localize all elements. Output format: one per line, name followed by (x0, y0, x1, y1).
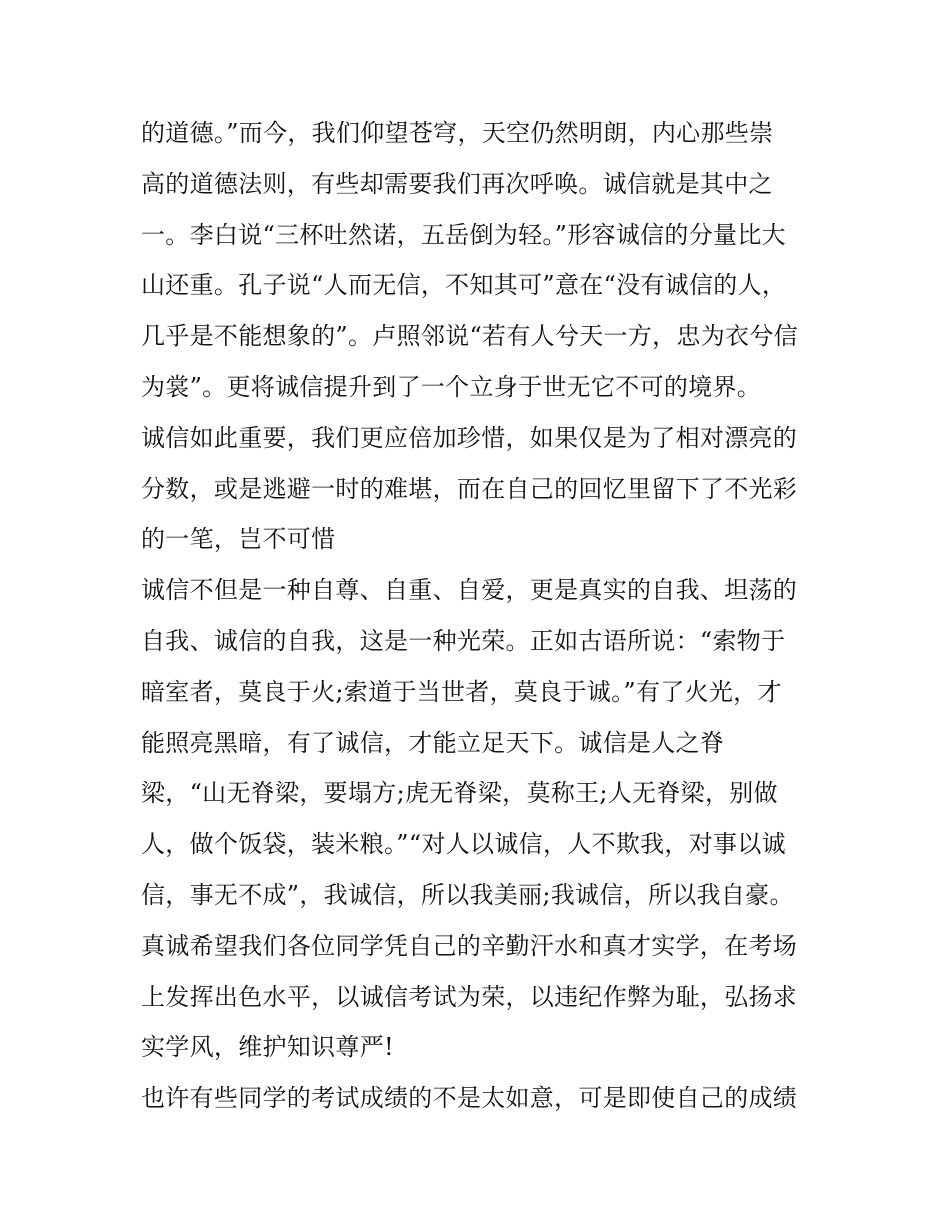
body-text (141, 108, 821, 1124)
text-line: 几乎是不能想象的”。卢照邻说“若有人兮天一方，忠为衣兮信 (141, 322, 798, 351)
text-line: 信，事无不成”，我诚信，所以我美丽;我诚信，所以我自豪。 (141, 880, 794, 909)
text-line: 诚信不但是一种自尊、自重、自爱，更是真实的自我、坦荡的 (141, 576, 798, 605)
text-line: 暗室者，莫良于火;索道于当世者，莫良于诚。”有了火光，才 (141, 677, 782, 706)
text-line: 的道德。”而今，我们仰望苍穹，天空仍然明朗，内心那些崇 (141, 119, 774, 147)
text-line: 山还重。孔子说“人而无信，不知其可”意在“没有诚信的人， (141, 271, 787, 300)
text-line: 高的道德法则，有些却需要我们再次呼唤。诚信就是其中之 (141, 169, 773, 198)
text-line: 上发挥出色水平，以诚信考试为荣，以违纪作弊为耻，弘扬求 (141, 982, 798, 1011)
text-line: 也许有些同学的考试成绩的不是太如意，可是即使自己的成绩 (141, 1084, 798, 1113)
text-line: 的一笔，岂不可惜 (141, 525, 336, 554)
text-line: 梁，“山无脊梁，要塌方;虎无脊梁，莫称王;人无脊梁，别做 (141, 779, 778, 808)
text-line: 真诚希望我们各位同学凭自己的辛勤汗水和真才实学，在考场 (141, 931, 798, 960)
text-line: 一。李白说“三杯吐然诺，五岳倒为轻。”形容诚信的分量比大 (141, 220, 786, 249)
text-line: 人，做个饭袋，装米粮。”“对人以诚信，人不欺我，对事以诚 (141, 830, 786, 859)
text-line: 自我、诚信的自我，这是一种光荣。正如古语所说：“索物于 (141, 626, 786, 655)
text-line: 实学风，维护知识尊严! (141, 1033, 394, 1062)
text-line: 能照亮黑暗，有了诚信，才能立足天下。诚信是人之脊 (141, 728, 725, 757)
text-line: 分数，或是逃避一时的难堪，而在自己的回忆里留下了不光彩 (141, 474, 798, 503)
text-line: 诚信如此重要，我们更应倍加珍惜，如果仅是为了相对漂亮的 (141, 423, 798, 452)
text-line: 为裳”。更将诚信提升到了一个立身于世无它不可的境界。 (141, 372, 762, 401)
